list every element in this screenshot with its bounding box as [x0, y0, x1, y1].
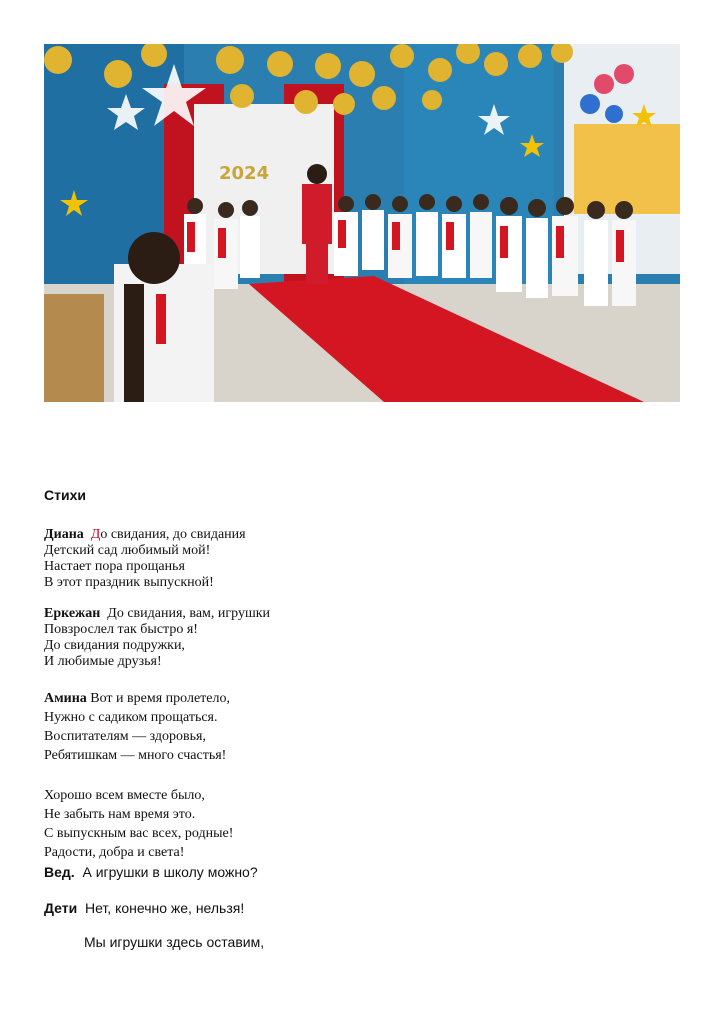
poem-line: Не забыть нам время это. — [44, 807, 196, 822]
poem-line: И любимые друзья! — [44, 654, 162, 669]
poem-line: Детский сад любимый мой! — [44, 543, 211, 558]
stanza-first-line — [44, 527, 246, 543]
poem-stanza-diana — [44, 527, 246, 591]
stanza-first-line — [44, 689, 230, 708]
drop-letter: Д — [90, 527, 101, 542]
dialogue-text: А игрушки в школу можно? — [82, 864, 258, 880]
poem-line: Ребятишкам — много счастья! — [44, 748, 227, 763]
poem-line: В этот праздник выпускной! — [44, 575, 214, 590]
poem-line: Хорошо всем вместе было, — [44, 788, 205, 803]
speaker-name: Еркежан — [44, 606, 101, 621]
dialogue-ved — [44, 864, 258, 880]
stanza-first-line — [44, 606, 270, 622]
poem-line-text: Вот и время пролетело, — [90, 691, 230, 706]
section-heading: Стихи — [44, 487, 86, 503]
dialogue-text: Нет, конечно же, нельзя! — [85, 900, 245, 916]
graduation-photo — [44, 44, 680, 402]
poem-stanza-erkezhan — [44, 606, 270, 670]
poem-stanza-closing — [44, 786, 233, 862]
poem-line: Повзрослел так быстро я! — [44, 622, 198, 637]
poem-line: Нужно с садиком прощаться. — [44, 710, 218, 725]
speaker-name: Диана — [44, 527, 84, 542]
poem-line: До свидания подружки, — [44, 638, 185, 653]
speaker-name: Вед. — [44, 864, 75, 880]
speaker-name: Амина — [44, 691, 87, 706]
poem-line-text: о свидания, до свидания — [100, 527, 246, 542]
poem-line: Радости, добра и света! — [44, 845, 185, 860]
banner-year: 2024 — [219, 163, 270, 184]
dialogue-last-line: Мы игрушки здесь оставим, — [84, 934, 265, 950]
graduation-photo-illustration — [44, 44, 680, 402]
poem-line: Воспитателям — здоровья, — [44, 729, 206, 744]
poem-stanza-amina — [44, 689, 230, 765]
poem-line: С выпускным вас всех, родные! — [44, 826, 234, 841]
speaker-name: Дети — [44, 900, 78, 916]
poem-line-text: До свидания, вам, игрушки — [107, 606, 271, 621]
poem-line: Настает пора прощанья — [44, 559, 185, 574]
dialogue-kids — [44, 900, 244, 916]
